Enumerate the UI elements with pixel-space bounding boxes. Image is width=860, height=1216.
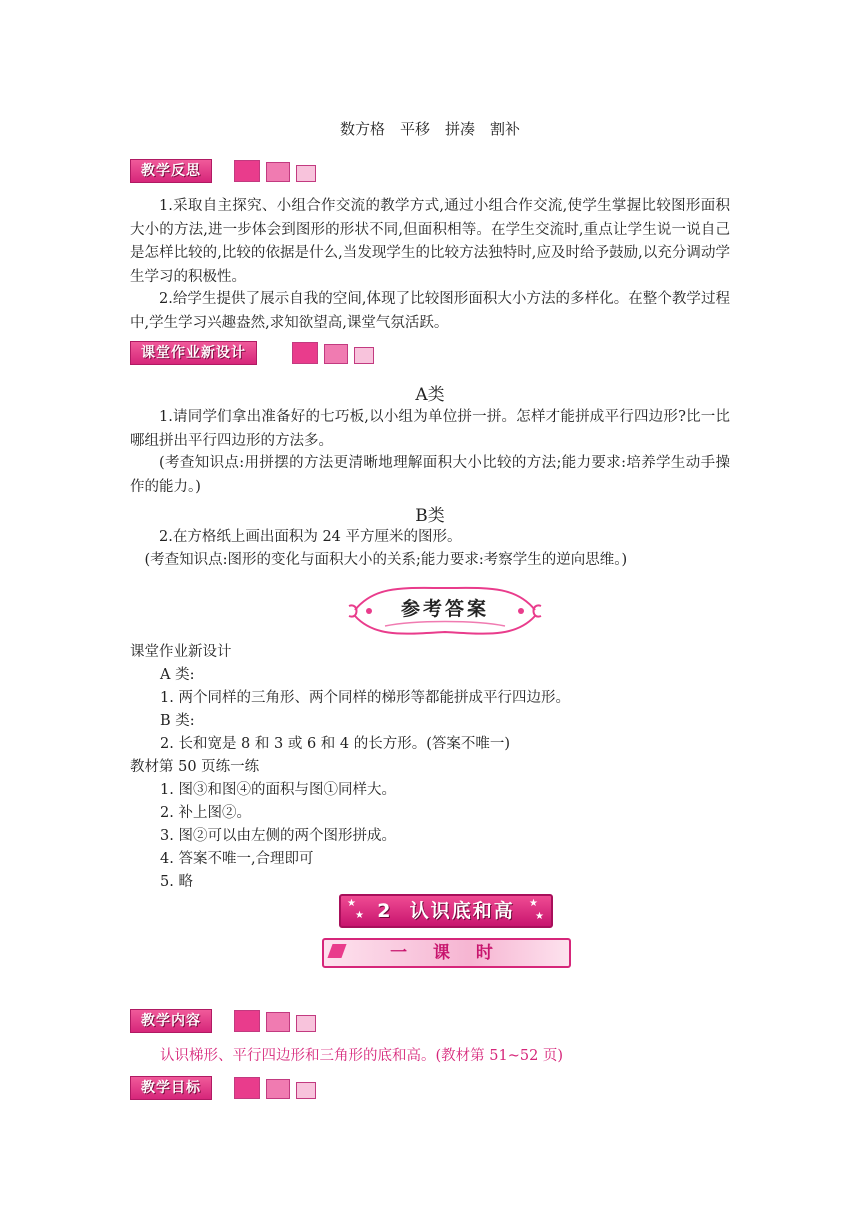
answer-item-2: 2. 补上图②。 [160, 805, 251, 821]
decor-square-icon [354, 347, 374, 364]
class-b-note: (考查知识点:图形的变化与面积大小的关系;能力要求:考察学生的逆向思维。) [144, 552, 628, 568]
lesson-label: 一 课 时 [390, 943, 503, 963]
answer-item-5: 5. 略 [160, 874, 193, 890]
answer-item-3: 3. 图②可以由左侧的两个图形拼成。 [160, 828, 396, 844]
answers-b-answer: 2. 长和宽是 8 和 3 或 6 和 4 的长方形。(答案不唯一) [160, 736, 511, 752]
decor-square-icon [324, 344, 348, 364]
decor-square-icon [234, 1010, 260, 1032]
answers-a-answer: 1. 两个同样的三角形、两个同样的梯形等都能拼成平行四边形。 [160, 690, 570, 706]
answer-item-4: 4. 答案不唯一,合理即可 [160, 851, 314, 867]
decor-square-icon [266, 1012, 290, 1032]
lesson-banner [322, 938, 571, 968]
class-b-title: B类 [415, 506, 445, 526]
content-text: 认识梯形、平行四边形和三角形的底和高。(教材第 51~52 页) [160, 1048, 564, 1064]
unit-title-banner [339, 894, 553, 928]
section-label: 课堂作业新设计 [130, 341, 257, 365]
answers-banner [345, 580, 545, 640]
star-icon: ★ [347, 898, 356, 909]
decor-square-icon [296, 165, 316, 182]
class-b-task: 2.在方格纸上画出面积为 24 平方厘米的图形。 [159, 529, 462, 545]
reflection-paragraph-2: 2.给学生提供了展示自我的空间,体现了比较图形面积大小方法的多样化。在整个教学过程中,学生学习兴趣盎然,求知欲望高,课堂气氛活跃。 [130, 291, 730, 331]
section-label: 教学目标 [130, 1076, 212, 1100]
unit-title: 2 认识底和高 [377, 900, 515, 922]
decor-square-icon [266, 162, 290, 182]
answers-b-label: B 类: [160, 713, 195, 729]
class-a-title: A类 [415, 385, 445, 405]
decor-square-icon [234, 160, 260, 182]
answers-a-label: A 类: [160, 667, 195, 683]
answer-item-1: 1. 图③和图④的面积与图①同样大。 [160, 782, 396, 798]
decor-square-icon [266, 1079, 290, 1099]
reflection-paragraph-1: 1.采取自主探究、小组合作交流的教学方式,通过小组合作交流,使学生掌握比较图形面积大小的方法,进一步体会到图形的形状不同,但面积相等。在学生交流时,重点让学生说一说自己是怎样比较的,比较的依据是什么,当发现学生的比较方法独特时,应及时给予鼓励,以充分调动学生学习的积极性。 [130, 198, 730, 285]
section-label: 教学内容 [130, 1009, 212, 1033]
decor-square-icon [234, 1077, 260, 1099]
answers-heading-homework: 课堂作业新设计 [130, 644, 232, 660]
answers-banner-label: 参考答案 [400, 598, 489, 620]
class-a-task: 1.请同学们拿出准备好的七巧板,以小组为单位拼一拼。怎样才能拼成平行四边形?比一比哪组拼出平行四边形的方法多。 [130, 409, 730, 449]
decor-square-icon [292, 342, 318, 364]
star-icon: ★ [355, 910, 364, 921]
star-icon: ★ [535, 911, 544, 922]
decor-square-icon [296, 1082, 316, 1099]
top-methods-line: 数方格 平移 拼凑 割补 [339, 120, 520, 138]
decor-square-icon [296, 1015, 316, 1032]
star-icon: ★ [529, 898, 538, 909]
section-label: 教学反思 [130, 159, 212, 183]
answers-heading-textbook: 教材第 50 页练一练 [130, 759, 260, 775]
class-a-note: (考查知识点:用拼摆的方法更清晰地理解面积大小比较的方法;能力要求:培养学生动手操作的能力。) [130, 455, 730, 495]
